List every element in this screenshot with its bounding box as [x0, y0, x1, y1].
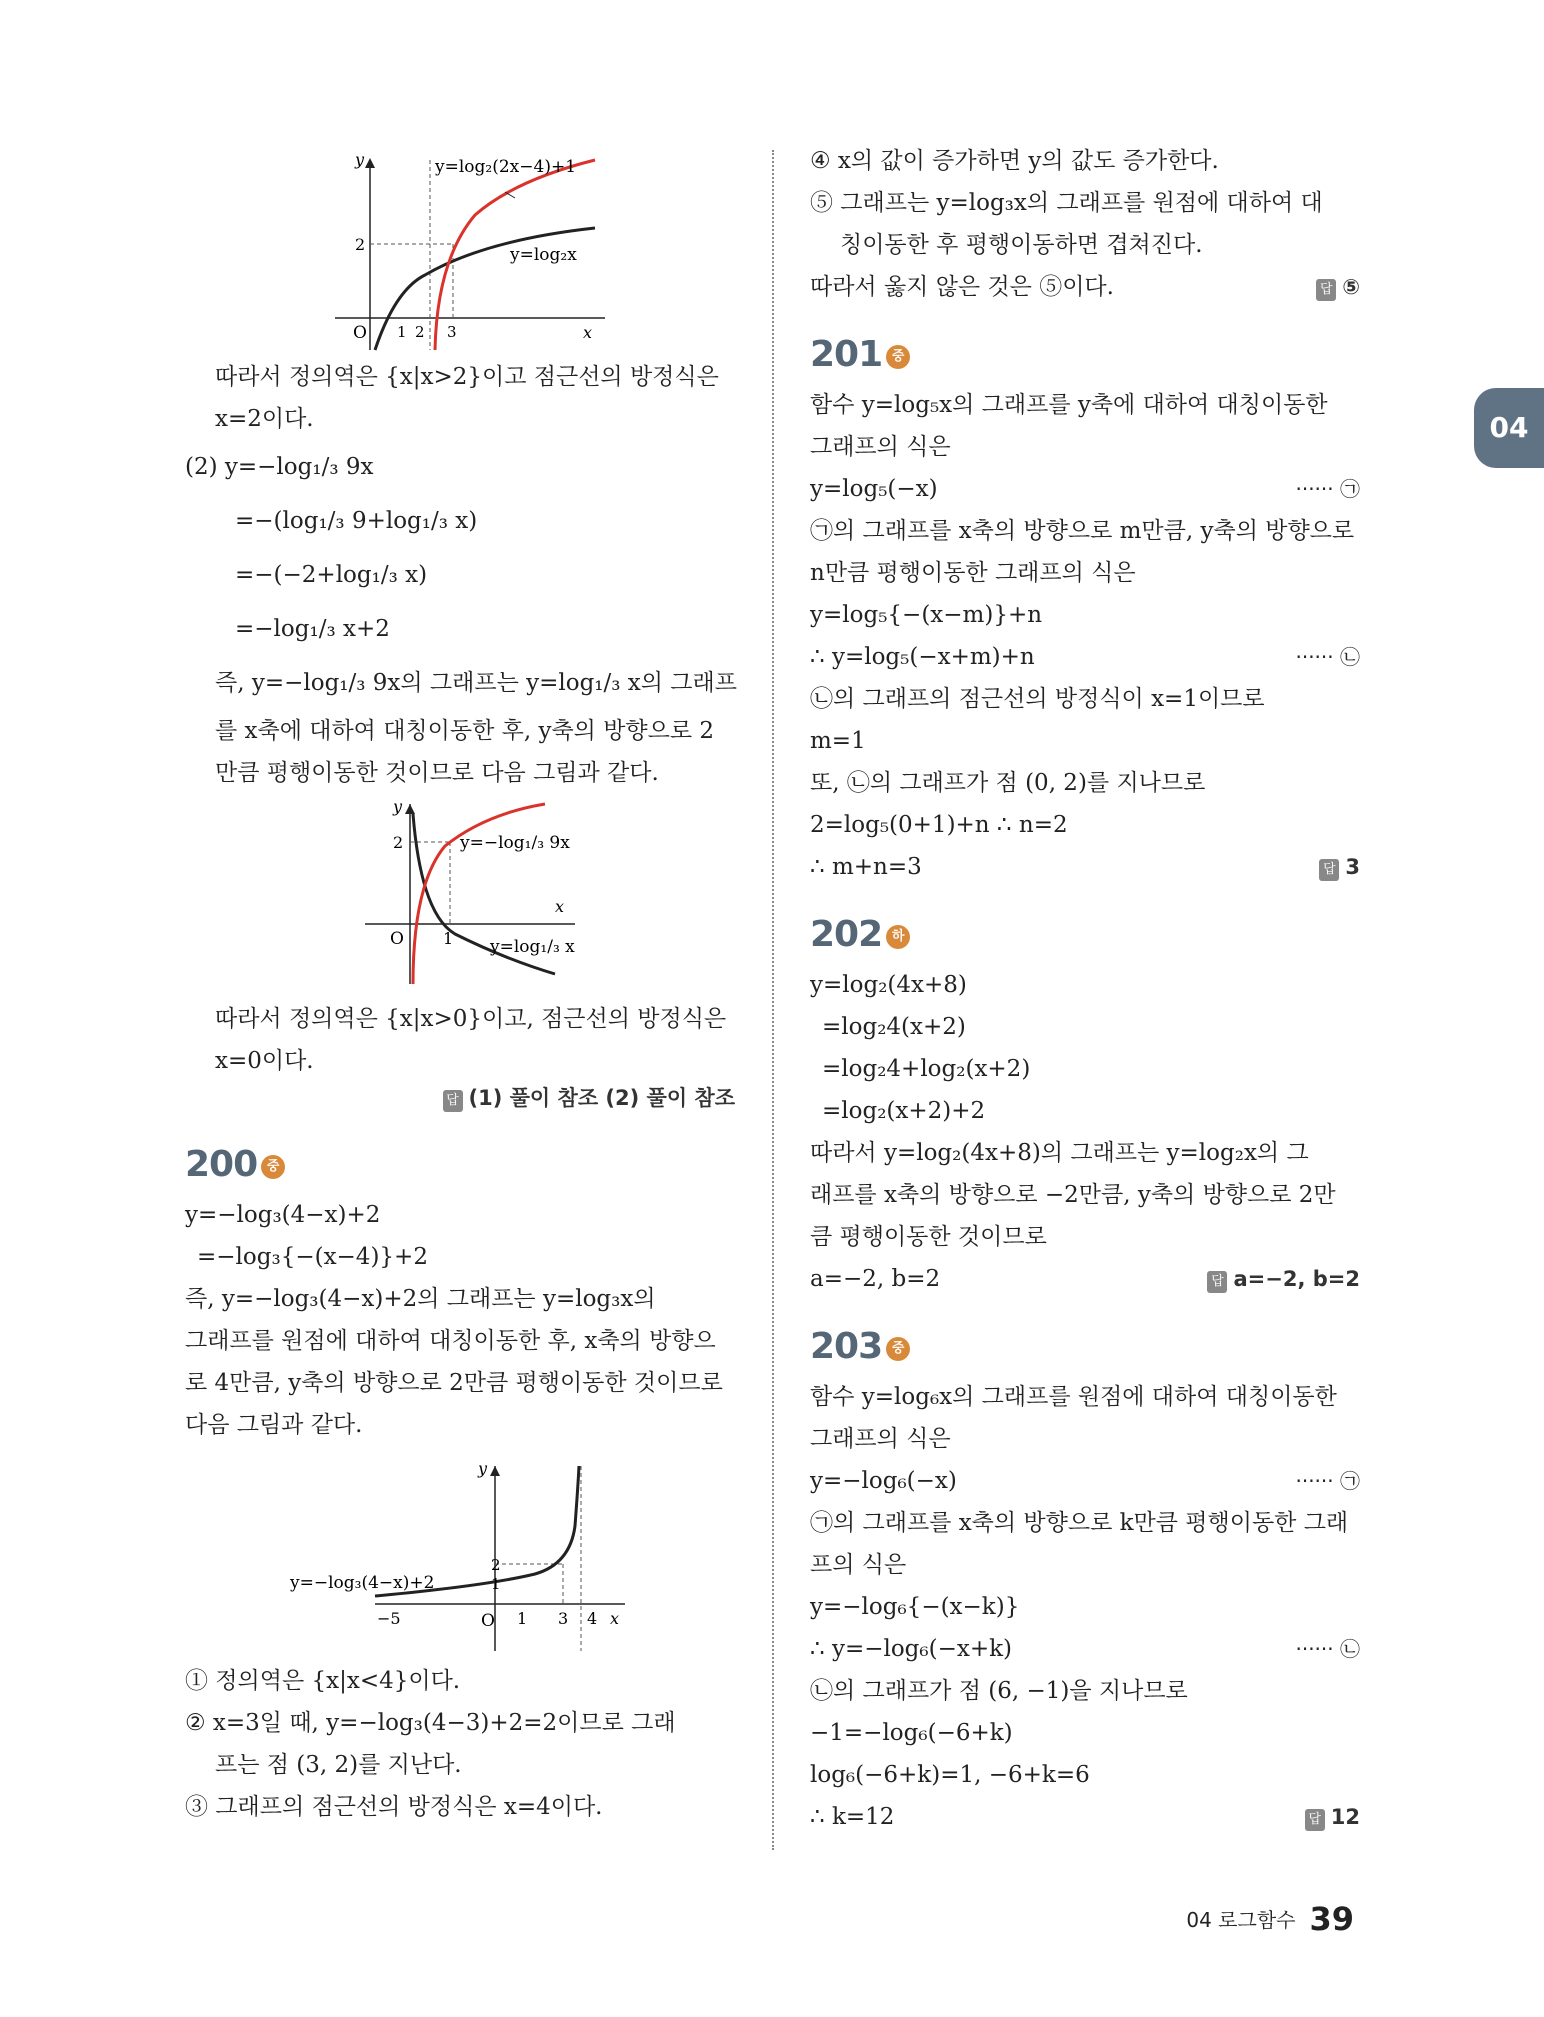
graph1-label-red: y=log₂(2x−4)+1: [435, 157, 577, 177]
graph3-tick-4: 4: [587, 1609, 598, 1628]
chapter-tab: 04: [1474, 388, 1544, 468]
graph1-tick-2: 2: [415, 323, 425, 341]
text-line: 그래프의 식은: [810, 434, 951, 460]
problem-200-header: [185, 1136, 735, 1194]
text-line: 즉, y=−log₃(4−x)+2의 그래프는 y=log₃x의: [185, 1286, 656, 1312]
text-line: x=2이다.: [215, 406, 314, 432]
text-line: (2) y=−log₁/₃ 9x: [185, 454, 374, 480]
page-number: 39: [1309, 1900, 1354, 1938]
text-line: [810, 636, 1360, 678]
text-line: m=1: [810, 728, 866, 754]
text-line: 또, ㉡의 그래프가 점 (0, 2)를 지나므로: [810, 770, 1206, 796]
text-line: y=−log₆{−(x−k)}: [810, 1594, 1020, 1620]
right-column: [810, 140, 1360, 1838]
text-line: −1=−log₆(−6+k): [810, 1720, 1013, 1746]
graph3-origin: O: [481, 1611, 495, 1631]
text-line: =log₂4+log₂(x+2): [822, 1056, 1031, 1082]
answer-199-text: (1) 풀이 참조 (2) 풀이 참조: [468, 1086, 735, 1110]
graph1-tick-3: 3: [447, 323, 457, 341]
graph-199-1: [185, 140, 735, 352]
choice-2-cont: 프는 점 (3, 2)를 지난다.: [215, 1752, 462, 1778]
text-line: [810, 1258, 1360, 1300]
text-line: 큼 평행이동한 것이므로: [810, 1224, 1047, 1250]
conclusion-201: ∴ m+n=3: [810, 854, 922, 880]
text-line: [810, 1796, 1360, 1838]
answer-badge: 답: [1316, 279, 1336, 301]
difficulty-badge: 중: [261, 1155, 285, 1179]
column-divider: [772, 150, 774, 1850]
marker-2: ······ ㉡: [1295, 645, 1360, 669]
graph3-tick-y2: 2: [491, 1556, 501, 1574]
graph2-label-red: y=−log₁/₃ 9x: [460, 833, 570, 853]
page-footer: [1186, 1900, 1354, 1938]
graph3-tick-m5: −5: [377, 1609, 401, 1628]
equation-1: y=log₅(−x): [810, 476, 938, 502]
footer-chapter: 04 로그함수: [1186, 1908, 1296, 1932]
text-line: 프의 식은: [810, 1552, 907, 1578]
problem-200-number: 200: [185, 1144, 258, 1185]
graph1-y-axis: y: [355, 150, 365, 169]
answer-badge: 답: [1305, 1809, 1325, 1831]
equation-2: ∴ y=−log₆(−x+k): [810, 1636, 1013, 1662]
text-line: =log₂4(x+2): [822, 1014, 966, 1040]
text-line: 래프를 x축의 방향으로 −2만큼, y축의 방향으로 2만: [810, 1182, 1336, 1208]
text-line: 따라서 y=log₂(4x+8)의 그래프는 y=log₂x의 그: [810, 1140, 1309, 1166]
choice-4: ④ x의 값이 증가하면 y의 값도 증가한다.: [810, 148, 1219, 174]
problem-201-number: 201: [810, 334, 883, 375]
graph1-origin: O: [353, 323, 367, 343]
difficulty-badge: 중: [886, 1337, 910, 1361]
graph3-label: y=−log₃(4−x)+2: [290, 1573, 435, 1593]
graph1-x-axis: x: [583, 323, 593, 342]
marker-1: ······ ㉠: [1295, 1469, 1360, 1493]
text-line: [810, 1460, 1360, 1502]
answer-201-text: 3: [1345, 855, 1360, 879]
text-line: 다음 그림과 같다.: [185, 1412, 363, 1438]
text-line: 를 x축에 대하여 대칭이동한 후, y축의 방향으로 2: [215, 718, 715, 744]
graph-199-2: [185, 794, 735, 994]
text-line: [810, 266, 1360, 308]
problem-201-header: [810, 326, 1360, 384]
text-line: 그래프의 식은: [810, 1426, 951, 1452]
problem-203-header: [810, 1318, 1360, 1376]
graph3-tick-3: 3: [558, 1609, 569, 1628]
text-line: [810, 846, 1360, 888]
difficulty-badge: 하: [886, 925, 910, 949]
left-column: [185, 140, 735, 1828]
graph2-x-axis: x: [555, 897, 565, 916]
graph3-tick-1: 1: [517, 1609, 528, 1628]
text-line: [810, 468, 1360, 510]
text-line: y=log₂(4x+8): [810, 972, 967, 998]
graph1-label-black: y=log₂x: [510, 245, 577, 265]
text-line: ㉡의 그래프가 점 (6, −1)을 지나므로: [810, 1678, 1188, 1704]
text-line: =−(−2+log₁/₃ x): [235, 562, 428, 588]
text-line: n만큼 평행이동한 그래프의 식은: [810, 560, 1136, 586]
graph2-tick-y: 2: [393, 833, 404, 852]
problem-203-number: 203: [810, 1326, 883, 1367]
text-line: 2=log₅(0+1)+n ∴ n=2: [810, 812, 1068, 838]
text-line: [810, 1628, 1360, 1670]
answer-badge: 답: [1319, 859, 1339, 881]
text-line: =log₂(x+2)+2: [822, 1098, 986, 1124]
text-line: y=−log₃(4−x)+2: [185, 1202, 381, 1228]
graph1-tick-1: 1: [397, 323, 407, 341]
text-line: 따라서 정의역은 {x|x>0}이고, 점근선의 방정식은: [215, 1006, 727, 1032]
answer-202-text: a=−2, b=2: [1233, 1267, 1360, 1291]
conclusion-202: a=−2, b=2: [810, 1266, 941, 1292]
equation-2: ∴ y=log₅(−x+m)+n: [810, 644, 1035, 670]
marker-1: ······ ㉠: [1295, 477, 1360, 501]
text-line: 따라서 정의역은 {x|x>2}이고 점근선의 방정식은: [215, 364, 719, 390]
text-line: =−log₁/₃ x+2: [235, 616, 390, 642]
conclusion-203: ∴ k=12: [810, 1804, 895, 1830]
marker-2: ······ ㉡: [1295, 1637, 1360, 1661]
answer-203-text: 12: [1330, 1805, 1360, 1829]
text-line: =−log₃{−(x−4)}+2: [197, 1244, 428, 1270]
text-line: log₆(−6+k)=1, −6+k=6: [810, 1762, 1090, 1788]
conclusion-200: 따라서 옳지 않은 것은 ⑤이다.: [810, 274, 1114, 300]
choice-5: ⑤ 그래프는 y=log₃x의 그래프를 원점에 대하여 대: [810, 190, 1323, 216]
text-line: ㉠의 그래프를 x축의 방향으로 k만큼 평행이동한 그래: [810, 1510, 1349, 1536]
text-line: =−(log₁/₃ 9+log₁/₃ x): [235, 508, 478, 534]
answer-badge: 답: [443, 1090, 463, 1112]
text-line: 함수 y=log₆x의 그래프를 원점에 대하여 대칭이동한: [810, 1384, 1337, 1410]
answer-199: [185, 1082, 735, 1118]
text-line: 함수 y=log₅x의 그래프를 y축에 대하여 대칭이동한: [810, 392, 1328, 418]
graph2-tick-1: 1: [443, 929, 454, 948]
text-line: ㉡의 그래프의 점근선의 방정식이 x=1이므로: [810, 686, 1265, 712]
graph2-y-axis: y: [393, 797, 403, 816]
text-line: 로 4만큼, y축의 방향으로 2만큼 평행이동한 것이므로: [185, 1370, 723, 1396]
text-line: 즉, y=−log₁/₃ 9x의 그래프는 y=log₁/₃ x의 그래프: [215, 670, 737, 696]
choice-2: ② x=3일 때, y=−log₃(4−3)+2=2이므로 그래: [185, 1710, 676, 1736]
text-line: y=log₅{−(x−m)}+n: [810, 602, 1043, 628]
answer-badge: 답: [1207, 1271, 1227, 1293]
text-line: 만큼 평행이동한 것이므로 다음 그림과 같다.: [215, 760, 659, 786]
text-line: ㉠의 그래프를 x축의 방향으로 m만큼, y축의 방향으로: [810, 518, 1355, 544]
graph3-tick-y1: 1: [491, 1575, 501, 1593]
graph2-origin: O: [390, 929, 404, 949]
graph1-tick-y: 2: [355, 235, 366, 254]
choice-1: ① 정의역은 {x|x<4}이다.: [185, 1668, 461, 1694]
answer-200-text: ⑤: [1342, 275, 1360, 299]
choice-3: ③ 그래프의 점근선의 방정식은 x=4이다.: [185, 1794, 603, 1820]
difficulty-badge: 중: [886, 345, 910, 369]
graph3-y-axis: y: [478, 1459, 488, 1478]
graph2-label-black: y=log₁/₃ x: [490, 937, 575, 957]
choice-5-cont: 칭이동한 후 평행이동하면 겹쳐진다.: [840, 232, 1203, 258]
equation-1: y=−log₆(−x): [810, 1468, 957, 1494]
text-line: 그래프를 원점에 대하여 대칭이동한 후, x축의 방향으: [185, 1328, 716, 1354]
graph-200: [185, 1446, 735, 1656]
text-line: x=0이다.: [215, 1048, 314, 1074]
graph3-x-axis: x: [610, 1609, 620, 1628]
problem-202-number: 202: [810, 914, 883, 955]
problem-202-header: [810, 906, 1360, 964]
